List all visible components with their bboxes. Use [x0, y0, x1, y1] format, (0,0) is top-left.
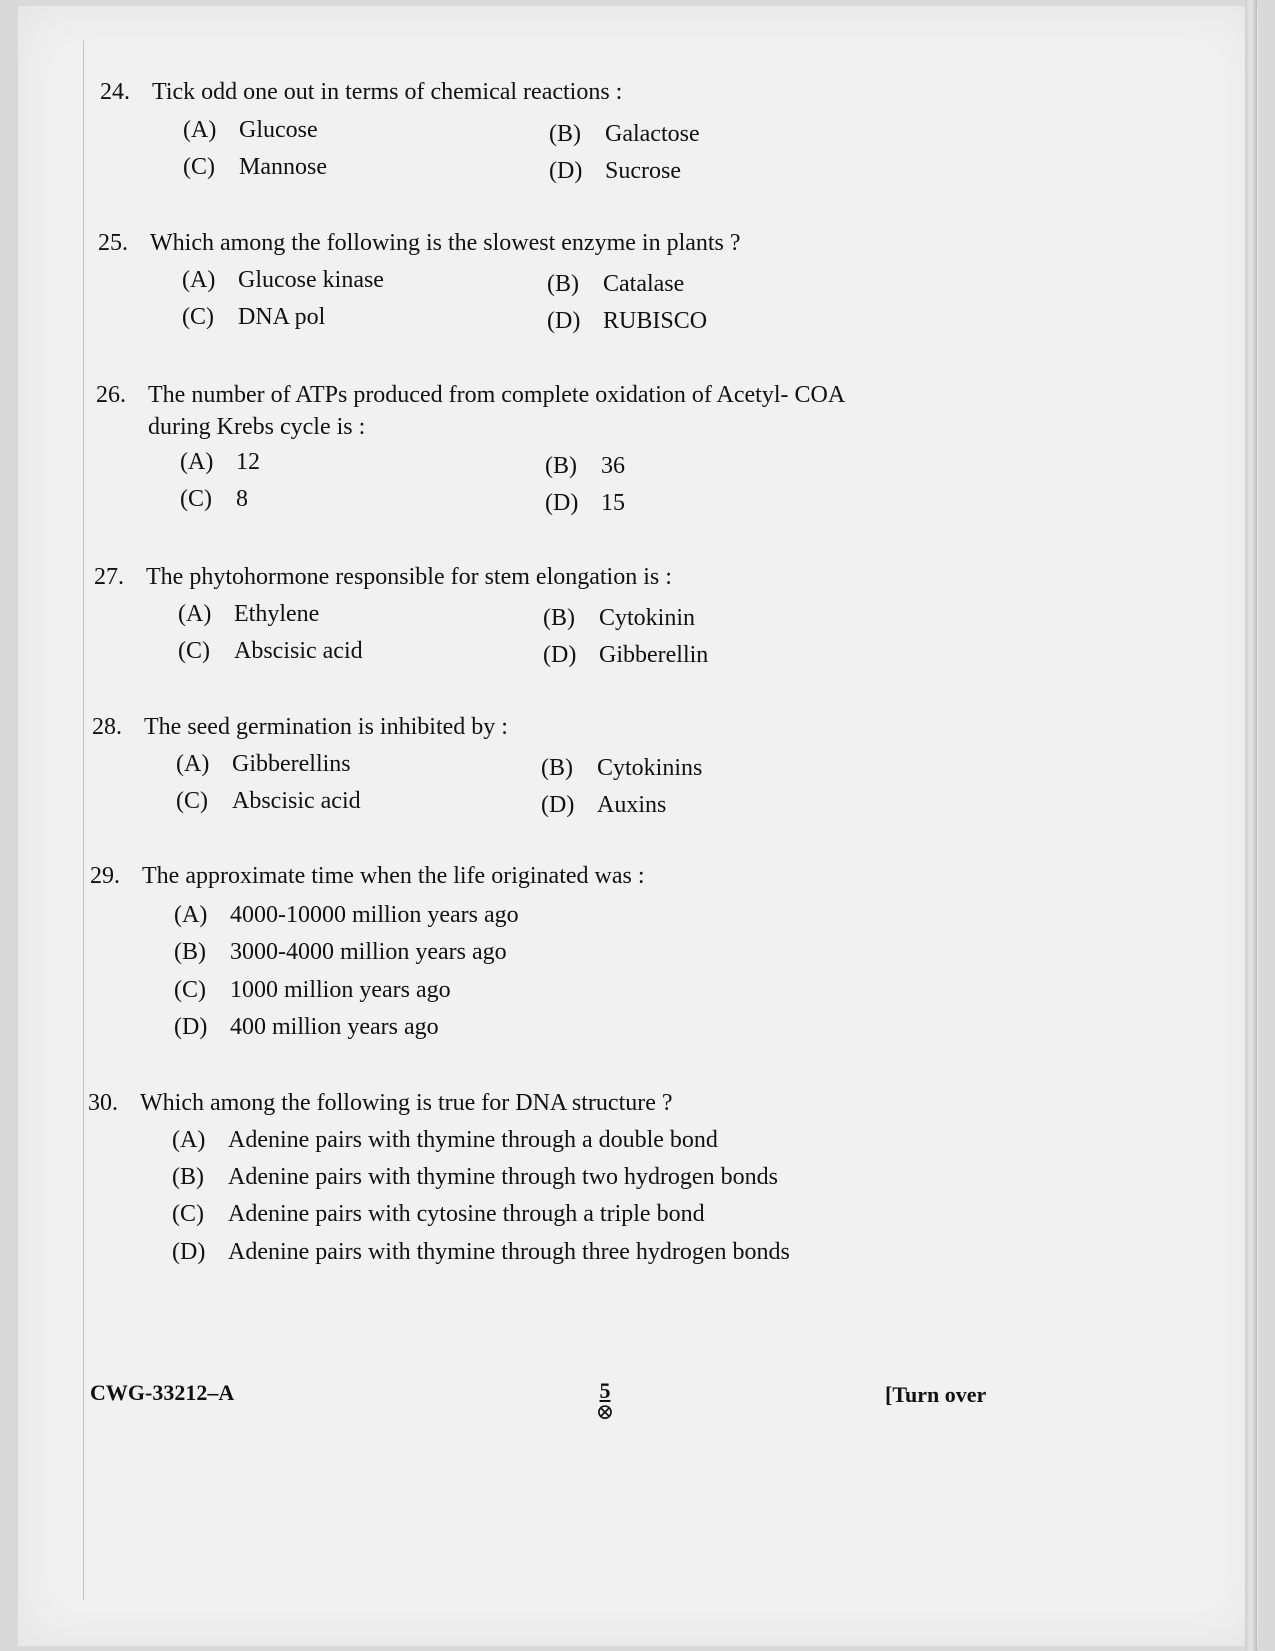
question-text: Tick odd one out in terms of chemical reactions :: [152, 79, 623, 105]
option-28-a: [176, 748, 351, 780]
page-number-value: 5: [599, 1378, 611, 1403]
option-letter: (A): [183, 117, 217, 143]
option-letter: (B): [541, 755, 573, 781]
question-text: Which among the following is the slowest enzyme in plants ?: [150, 230, 741, 256]
option-text: Ethylene: [234, 601, 320, 627]
option-text: Adenine pairs with thymine through a double bond: [228, 1127, 718, 1153]
option-30-a: [172, 1124, 718, 1156]
option-25-d: [547, 305, 707, 337]
option-26-d: [545, 487, 625, 519]
option-28-d: [541, 789, 666, 821]
option-29-d: [174, 1011, 439, 1043]
page-symbol-icon: ⊗: [595, 1399, 615, 1424]
option-29-c: [174, 974, 451, 1006]
option-letter: (B): [543, 605, 575, 631]
option-25-b: [547, 268, 684, 300]
option-text: DNA pol: [238, 304, 326, 330]
option-30-b: [172, 1161, 778, 1193]
option-letter: (D): [172, 1239, 206, 1265]
option-27-d: [543, 639, 708, 671]
option-letter: (A): [172, 1127, 206, 1153]
option-letter: (A): [182, 267, 216, 293]
option-25-c: [182, 301, 325, 333]
option-letter: (A): [178, 601, 212, 627]
option-letter: (C): [182, 304, 214, 330]
option-24-d: [549, 155, 681, 187]
option-text: Cytokinins: [597, 755, 703, 781]
question-number: 27.: [94, 564, 124, 590]
option-text: Auxins: [597, 792, 667, 818]
option-text: Adenine pairs with cytosine through a triple bond: [228, 1201, 705, 1227]
option-27-c: [178, 635, 363, 667]
option-letter: (B): [549, 121, 581, 147]
question-text: The phytohormone responsible for stem elongation is :: [146, 564, 672, 590]
option-letter: (C): [174, 977, 206, 1003]
option-letter: (B): [547, 271, 579, 297]
option-24-b: [549, 118, 700, 150]
option-24-a: [183, 114, 318, 146]
option-text: 12: [236, 449, 260, 475]
option-24-c: [183, 151, 327, 183]
option-27-a: [178, 598, 319, 630]
option-text: Abscisic acid: [234, 638, 363, 664]
option-text: Gibberellins: [232, 751, 351, 777]
option-text: Sucrose: [605, 158, 681, 184]
question-number: 26.: [96, 382, 126, 408]
option-letter: (A): [180, 449, 214, 475]
option-30-d: [172, 1236, 790, 1268]
option-28-c: [176, 785, 361, 817]
option-letter: (B): [172, 1164, 204, 1190]
question-number: 28.: [92, 714, 122, 740]
option-letter: (D): [547, 308, 581, 334]
option-25-a: [182, 264, 384, 296]
option-text: Galactose: [605, 121, 700, 147]
option-30-c: [172, 1198, 705, 1230]
option-letter: (D): [543, 642, 577, 668]
question-number: 24.: [100, 79, 130, 105]
turn-over-label: [Turn over: [885, 1382, 987, 1407]
question-number: 25.: [98, 230, 128, 256]
option-letter: (C): [172, 1201, 204, 1227]
option-29-b: [174, 936, 507, 968]
option-letter: (C): [183, 154, 215, 180]
option-letter: (D): [549, 158, 583, 184]
option-text: Glucose: [239, 117, 318, 143]
option-letter: (D): [174, 1014, 208, 1040]
option-text: Catalase: [603, 271, 685, 297]
option-letter: (C): [176, 788, 208, 814]
option-text: RUBISCO: [603, 308, 708, 334]
option-text: 8: [236, 486, 248, 512]
option-text: 400 million years ago: [230, 1014, 439, 1040]
option-28-b: [541, 752, 702, 784]
question-number: 29.: [90, 863, 120, 889]
paper-code: CWG-33212–A: [90, 1380, 235, 1405]
page-number: [585, 1380, 625, 1422]
option-letter: (C): [178, 638, 210, 664]
option-letter: (C): [180, 486, 212, 512]
option-text: 4000-10000 million years ago: [230, 902, 519, 928]
option-text: Glucose kinase: [238, 267, 384, 293]
option-letter: (B): [174, 939, 206, 965]
option-text: 36: [601, 453, 625, 479]
question-text: The seed germination is inhibited by :: [144, 714, 508, 740]
question-text: The number of ATPs produced from complete oxidation of Acetyl- COA during Krebs cycle is :: [148, 382, 844, 440]
option-letter: (A): [174, 902, 208, 928]
option-text: Adenine pairs with thymine through three hydrogen bonds: [228, 1239, 790, 1265]
question-text: Which among the following is true for DNA structure ?: [140, 1090, 673, 1116]
option-letter: (A): [176, 751, 210, 777]
option-26-b: [545, 450, 625, 482]
option-text: Mannose: [239, 154, 327, 180]
option-text: Adenine pairs with thymine through two hydrogen bonds: [228, 1164, 778, 1190]
option-text: Cytokinin: [599, 605, 696, 631]
question-number: 30.: [88, 1090, 118, 1116]
question-text: The approximate time when the life originated was :: [142, 863, 645, 889]
option-text: 15: [601, 490, 625, 516]
option-letter: (B): [545, 453, 577, 479]
option-text: 3000-4000 million years ago: [230, 939, 507, 965]
option-text: Gibberellin: [599, 642, 709, 668]
option-letter: (D): [545, 490, 579, 516]
margin-line: [83, 40, 84, 1600]
page-edge: [1245, 0, 1257, 1651]
option-text: Abscisic acid: [232, 788, 361, 814]
option-27-b: [543, 602, 695, 634]
option-letter: (D): [541, 792, 575, 818]
option-26-c: [180, 483, 248, 515]
option-text: 1000 million years ago: [230, 977, 451, 1003]
option-26-a: [180, 446, 260, 478]
option-29-a: [174, 899, 519, 931]
